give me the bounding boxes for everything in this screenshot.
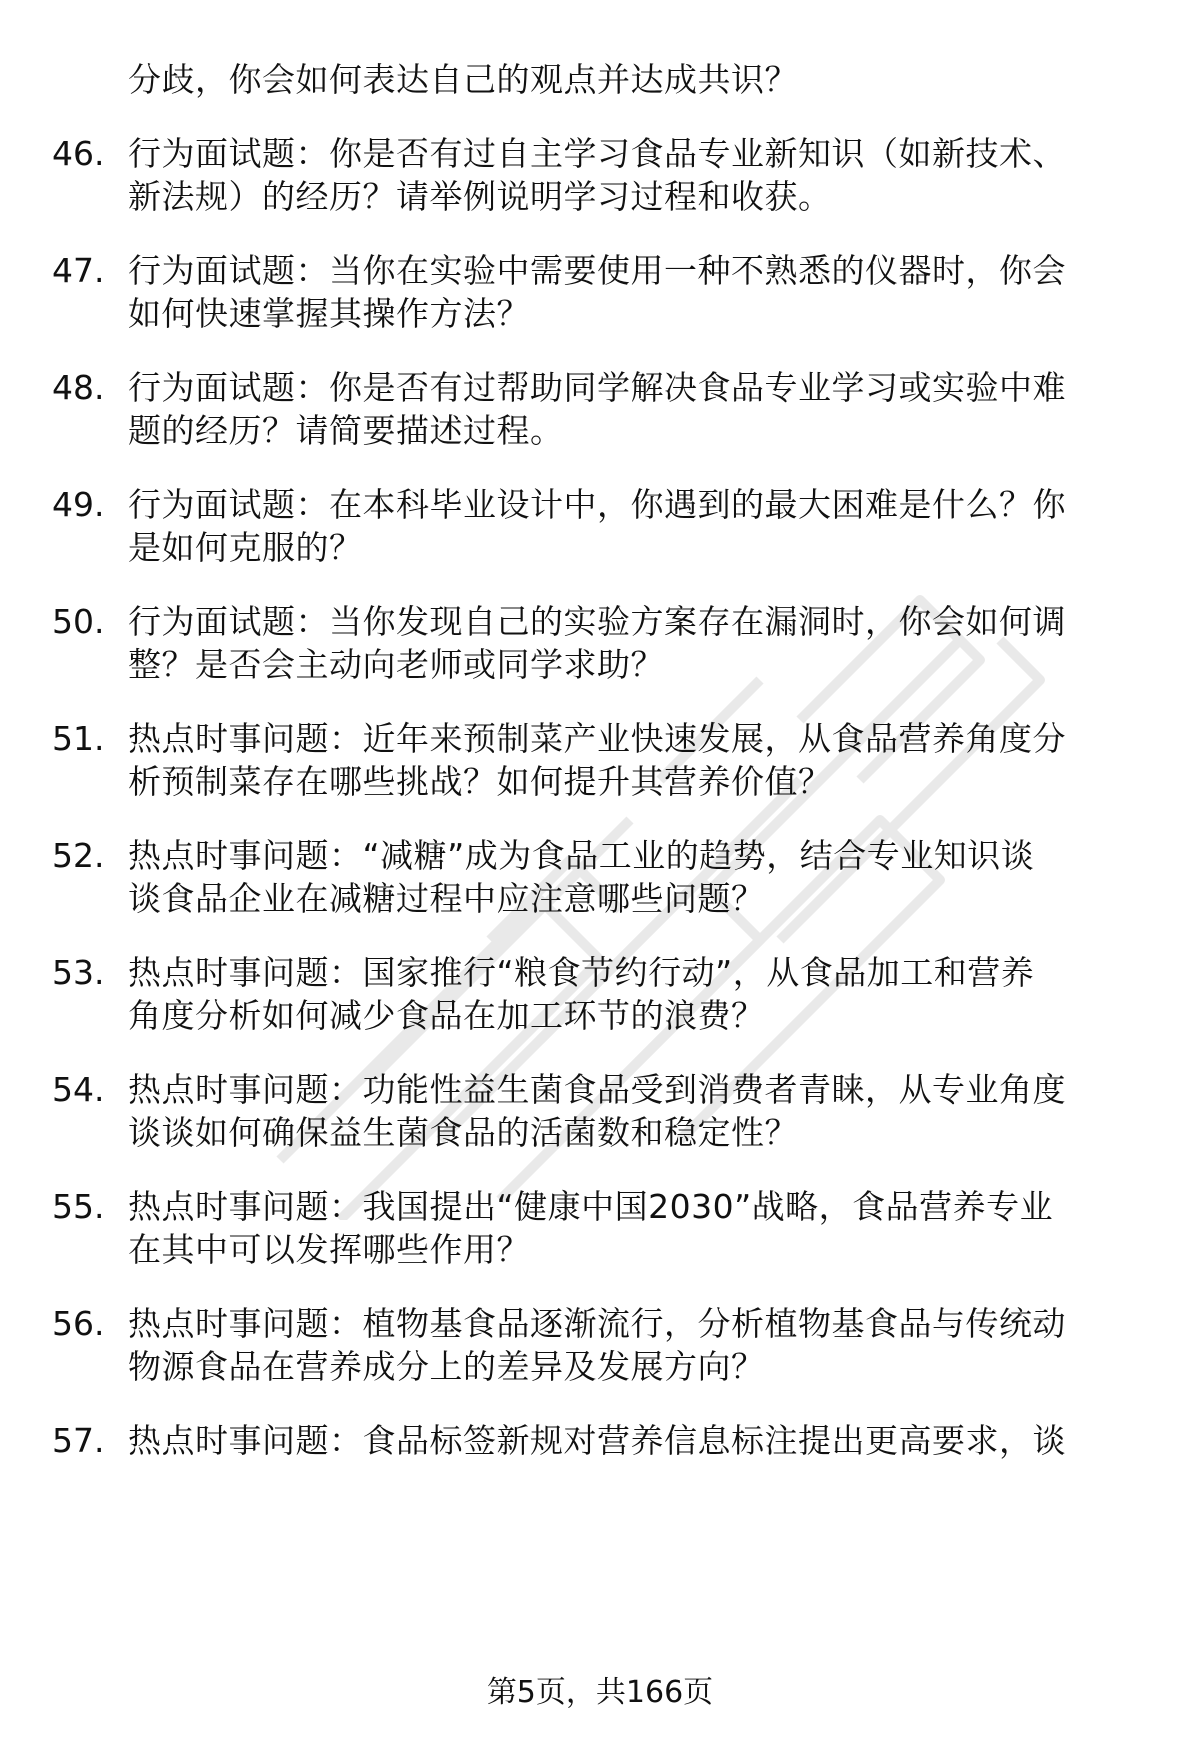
question-line: 热点时事问题：国家推行“粮食节约行动”，从食品加工和营养	[128, 953, 1035, 992]
question-line: 热点时事问题：功能性益生菌食品受到消费者青睐，从专业角度	[128, 1070, 1066, 1109]
question-line: 行为面试题：当你在实验中需要使用一种不熟悉的仪器时，你会	[128, 251, 1066, 290]
question-line: 行为面试题：你是否有过帮助同学解决食品专业学习或实验中难	[128, 368, 1066, 407]
question-line: 热点时事问题：我国提出“健康中国2030”战略，食品营养专业	[128, 1187, 1054, 1226]
question-line: 谈谈如何确保益生菌食品的活菌数和稳定性？	[128, 1113, 798, 1152]
question-number: 57.	[52, 1421, 105, 1460]
question-line: 整？是否会主动向老师或同学求助？	[128, 645, 664, 684]
question-number: 53.	[52, 953, 105, 992]
question-number: 47.	[52, 251, 105, 290]
question-number: 54.	[52, 1070, 105, 1109]
question-line: 热点时事问题：植物基食品逐渐流行，分析植物基食品与传统动	[128, 1304, 1066, 1343]
question-line: 题的经历？请简要描述过程。	[128, 411, 564, 450]
question-line: 角度分析如何减少食品在加工环节的浪费？	[128, 996, 765, 1035]
question-number: 49.	[52, 485, 105, 524]
question-line: 行为面试题：你是否有过自主学习食品专业新知识（如新技术、	[128, 134, 1066, 173]
question-line: 谈食品企业在减糖过程中应注意哪些问题？	[128, 879, 765, 918]
question-line: 热点时事问题：“减糖”成为食品工业的趋势，结合专业知识谈	[128, 836, 1035, 875]
question-line: 析预制菜存在哪些挑战？如何提升其营养价值？	[128, 762, 832, 801]
question-line: 在其中可以发挥哪些作用？	[128, 1230, 530, 1269]
question-line: 热点时事问题：食品标签新规对营养信息标注提出更高要求，谈	[128, 1421, 1066, 1460]
question-line: 行为面试题：当你发现自己的实验方案存在漏洞时，你会如何调	[128, 602, 1066, 641]
question-line: 如何快速掌握其操作方法？	[128, 294, 530, 333]
question-line: 热点时事问题：近年来预制菜产业快速发展，从食品营养角度分	[128, 719, 1066, 758]
question-number: 55.	[52, 1187, 105, 1226]
continuation-line: 分歧，你会如何表达自己的观点并达成共识？	[128, 60, 798, 99]
question-number: 51.	[52, 719, 105, 758]
question-line: 是如何克服的？	[128, 528, 363, 567]
question-line: 物源食品在营养成分上的差异及发展方向？	[128, 1347, 765, 1386]
question-number: 48.	[52, 368, 105, 407]
question-number: 50.	[52, 602, 105, 641]
question-line: 新法规）的经历？请举例说明学习过程和收获。	[128, 177, 832, 216]
question-line: 行为面试题：在本科毕业设计中，你遇到的最大困难是什么？你	[128, 485, 1066, 524]
question-number: 56.	[52, 1304, 105, 1343]
question-number: 46.	[52, 134, 105, 173]
question-number: 52.	[52, 836, 105, 875]
page-footer: 第5页，共166页	[486, 1675, 714, 1710]
